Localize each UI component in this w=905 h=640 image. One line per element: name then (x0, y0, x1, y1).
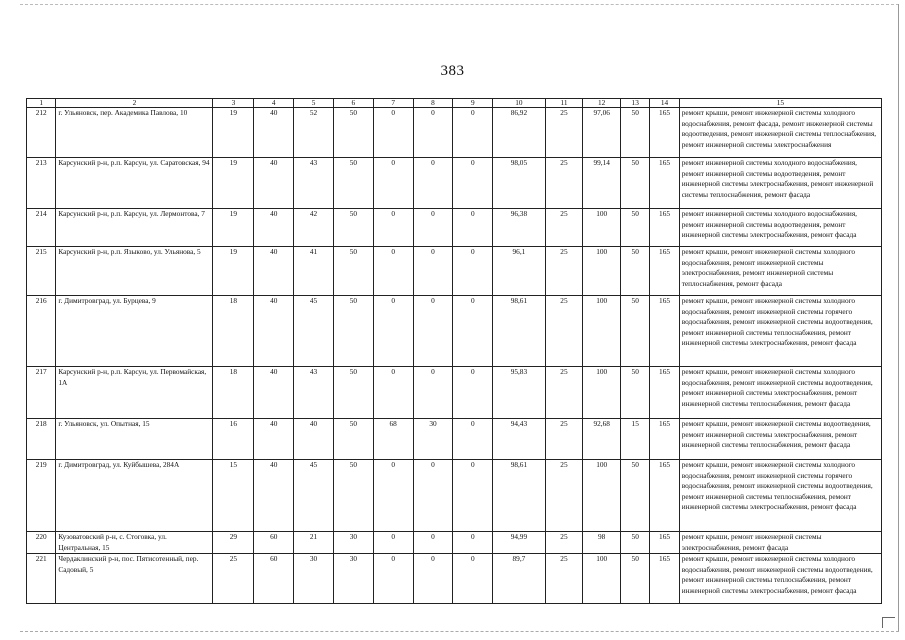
column-header-10: 10 (493, 99, 545, 108)
value-cell-4: 40 (254, 296, 294, 367)
table-body (27, 108, 882, 604)
value-cell-5: 52 (294, 108, 334, 158)
address-cell: г. Димитровград, ул. Куйбышева, 284А (56, 460, 213, 532)
value-cell-4: 40 (254, 158, 294, 209)
address-cell: г. Ульяновск, пер. Академика Павлова, 10 (56, 108, 213, 158)
value-cell-8: 0 (413, 460, 453, 532)
value-cell-13: 50 (621, 460, 650, 532)
address-cell: Карсунский р-н, р.п. Карсун, ул. Лермонтова, 7 (56, 209, 213, 247)
value-cell-13: 50 (621, 247, 650, 296)
works-cell: ремонт крыши, ремонт инженерной системы холодного водоснабжения, ремонт инженерной системы горячего водоснабжения, ремонт инженерной системы водоотведения, ремонт инженерной системы теплоснабжения, ремонт инженерной системы электроснабжения, ремонт фасада (679, 460, 881, 532)
column-header-3: 3 (213, 99, 254, 108)
row-number: 212 (27, 108, 56, 158)
address-cell: Кузоватовский р-н, с. Стоговка, ул. Центральная, 15 (56, 532, 213, 554)
value-cell-5: 41 (294, 247, 334, 296)
value-cell-4: 40 (254, 367, 294, 419)
value-cell-13: 50 (621, 367, 650, 419)
page-bottom-edge (20, 631, 899, 632)
value-cell-4: 40 (254, 419, 294, 460)
works-cell: ремонт крыши, ремонт инженерной системы холодного водоснабжения, ремонт инженерной системы водоотведения, ремонт инженерной системы теплоснабжения, ремонт инженерной системы электроснабжения, ремонт фасада (679, 554, 881, 604)
value-cell-3: 18 (213, 296, 254, 367)
value-cell-14: 165 (650, 158, 679, 209)
column-header-14: 14 (650, 99, 679, 108)
value-cell-12: 100 (583, 296, 621, 367)
works-cell: ремонт инженерной системы холодного водоснабжения, ремонт инженерной системы водоотведения, ремонт инженерной системы электроснабжения, ремонт фасада (679, 209, 881, 247)
value-cell-13: 50 (621, 209, 650, 247)
value-cell-6: 50 (333, 367, 373, 419)
value-cell-3: 19 (213, 158, 254, 209)
value-cell-12: 99,14 (583, 158, 621, 209)
value-cell-5: 42 (294, 209, 334, 247)
value-cell-9: 0 (453, 554, 493, 604)
value-cell-7: 0 (373, 367, 413, 419)
value-cell-3: 16 (213, 419, 254, 460)
value-cell-11: 25 (545, 419, 583, 460)
column-header-11: 11 (545, 99, 583, 108)
value-cell-7: 68 (373, 419, 413, 460)
column-header-4: 4 (254, 99, 294, 108)
value-cell-8: 0 (413, 554, 453, 604)
column-header-7: 7 (373, 99, 413, 108)
value-cell-11: 25 (545, 367, 583, 419)
value-cell-10: 98,05 (493, 158, 545, 209)
value-cell-14: 165 (650, 296, 679, 367)
value-cell-3: 19 (213, 247, 254, 296)
value-cell-9: 0 (453, 209, 493, 247)
address-cell: Карсунский р-н, р.п. Языково, ул. Ульянова, 5 (56, 247, 213, 296)
address-cell: г. Ульяновск, ул. Опытная, 15 (56, 419, 213, 460)
value-cell-4: 40 (254, 460, 294, 532)
registry-table (26, 98, 882, 604)
value-cell-12: 100 (583, 554, 621, 604)
value-cell-10: 96,38 (493, 209, 545, 247)
column-header-5: 5 (294, 99, 334, 108)
value-cell-8: 0 (413, 296, 453, 367)
column-header-2: 2 (56, 99, 213, 108)
table-row (27, 209, 882, 247)
value-cell-8: 0 (413, 108, 453, 158)
value-cell-12: 92,68 (583, 419, 621, 460)
value-cell-7: 0 (373, 460, 413, 532)
value-cell-3: 18 (213, 367, 254, 419)
value-cell-8: 0 (413, 209, 453, 247)
column-header-12: 12 (583, 99, 621, 108)
row-number: 219 (27, 460, 56, 532)
value-cell-4: 40 (254, 108, 294, 158)
value-cell-10: 94,99 (493, 532, 545, 554)
value-cell-6: 50 (333, 460, 373, 532)
row-number: 218 (27, 419, 56, 460)
value-cell-10: 94,43 (493, 419, 545, 460)
value-cell-11: 25 (545, 158, 583, 209)
value-cell-13: 50 (621, 532, 650, 554)
value-cell-5: 43 (294, 158, 334, 209)
value-cell-6: 50 (333, 247, 373, 296)
table-row (27, 419, 882, 460)
row-number: 216 (27, 296, 56, 367)
value-cell-12: 100 (583, 367, 621, 419)
value-cell-3: 25 (213, 554, 254, 604)
value-cell-13: 50 (621, 158, 650, 209)
table-row (27, 296, 882, 367)
column-header-8: 8 (413, 99, 453, 108)
table-row (27, 158, 882, 209)
value-cell-10: 95,83 (493, 367, 545, 419)
value-cell-13: 50 (621, 554, 650, 604)
value-cell-12: 98 (583, 532, 621, 554)
value-cell-5: 45 (294, 296, 334, 367)
value-cell-14: 165 (650, 247, 679, 296)
row-number: 213 (27, 158, 56, 209)
table-row (27, 108, 882, 158)
value-cell-10: 96,1 (493, 247, 545, 296)
value-cell-8: 30 (413, 419, 453, 460)
table-row (27, 247, 882, 296)
value-cell-10: 89,7 (493, 554, 545, 604)
value-cell-11: 25 (545, 460, 583, 532)
value-cell-7: 0 (373, 296, 413, 367)
value-cell-14: 165 (650, 108, 679, 158)
value-cell-11: 25 (545, 532, 583, 554)
value-cell-5: 40 (294, 419, 334, 460)
value-cell-6: 30 (333, 554, 373, 604)
row-number: 221 (27, 554, 56, 604)
column-header-13: 13 (621, 99, 650, 108)
column-header-6: 6 (333, 99, 373, 108)
column-header-9: 9 (453, 99, 493, 108)
value-cell-3: 15 (213, 460, 254, 532)
row-number: 217 (27, 367, 56, 419)
works-cell: ремонт крыши, ремонт инженерной системы холодного водоснабжения, ремонт инженерной системы электроснабжения, ремонт инженерной системы теплоснабжения, ремонт фасада (679, 247, 881, 296)
value-cell-9: 0 (453, 296, 493, 367)
page-right-edge (898, 4, 899, 632)
value-cell-14: 165 (650, 532, 679, 554)
value-cell-11: 25 (545, 247, 583, 296)
value-cell-12: 100 (583, 460, 621, 532)
table-row (27, 532, 882, 554)
value-cell-7: 0 (373, 247, 413, 296)
value-cell-5: 43 (294, 367, 334, 419)
value-cell-3: 19 (213, 108, 254, 158)
value-cell-4: 60 (254, 532, 294, 554)
value-cell-14: 165 (650, 419, 679, 460)
value-cell-10: 86,92 (493, 108, 545, 158)
value-cell-8: 0 (413, 367, 453, 419)
value-cell-7: 0 (373, 108, 413, 158)
value-cell-9: 0 (453, 460, 493, 532)
value-cell-3: 19 (213, 209, 254, 247)
value-cell-10: 98,61 (493, 460, 545, 532)
value-cell-7: 0 (373, 532, 413, 554)
value-cell-8: 0 (413, 532, 453, 554)
address-cell: Карсунский р-н, р.п. Карсун, ул. Первомайская, 1А (56, 367, 213, 419)
value-cell-4: 40 (254, 247, 294, 296)
value-cell-11: 25 (545, 108, 583, 158)
value-cell-11: 25 (545, 209, 583, 247)
value-cell-6: 50 (333, 108, 373, 158)
value-cell-12: 100 (583, 209, 621, 247)
row-number: 214 (27, 209, 56, 247)
works-cell: ремонт крыши, ремонт инженерной системы холодного водоснабжения, ремонт фасада, ремонт инженерной системы водоотведения, ремонт инженерной системы теплоснабжения, ремонт инженерной системы электроснабжения (679, 108, 881, 158)
value-cell-7: 0 (373, 554, 413, 604)
works-cell: ремонт крыши, ремонт инженерной системы холодного водоснабжения, ремонт инженерной системы водоотведения, ремонт инженерной системы электроснабжения, ремонт инженерной системы теплоснабжения, ремонт фасада (679, 367, 881, 419)
column-header-15: 15 (679, 99, 881, 108)
works-cell: ремонт крыши, ремонт инженерной системы водоотведения, ремонт инженерной системы электроснабжения, ремонт инженерной системы теплоснабжения, ремонт фасада (679, 419, 881, 460)
table-row (27, 367, 882, 419)
value-cell-6: 30 (333, 532, 373, 554)
value-cell-6: 50 (333, 296, 373, 367)
value-cell-13: 50 (621, 108, 650, 158)
value-cell-14: 165 (650, 554, 679, 604)
value-cell-6: 50 (333, 158, 373, 209)
value-cell-8: 0 (413, 247, 453, 296)
value-cell-12: 100 (583, 247, 621, 296)
value-cell-3: 29 (213, 532, 254, 554)
value-cell-10: 98,61 (493, 296, 545, 367)
value-cell-14: 165 (650, 209, 679, 247)
table-row (27, 554, 882, 604)
value-cell-9: 0 (453, 247, 493, 296)
address-cell: г. Димитровград, ул. Бурцева, 9 (56, 296, 213, 367)
corner-mark (882, 617, 895, 628)
column-header-1: 1 (27, 99, 56, 108)
value-cell-9: 0 (453, 367, 493, 419)
value-cell-9: 0 (453, 532, 493, 554)
works-cell: ремонт крыши, ремонт инженерной системы электроснабжения, ремонт фасада (679, 532, 881, 554)
value-cell-11: 25 (545, 554, 583, 604)
address-cell: Чердаклинский р-н, пос. Пятисотенный, пер. Садовый, 5 (56, 554, 213, 604)
value-cell-9: 0 (453, 108, 493, 158)
value-cell-13: 50 (621, 296, 650, 367)
value-cell-7: 0 (373, 209, 413, 247)
value-cell-6: 50 (333, 209, 373, 247)
value-cell-14: 165 (650, 367, 679, 419)
row-number: 215 (27, 247, 56, 296)
value-cell-9: 0 (453, 419, 493, 460)
works-cell: ремонт инженерной системы холодного водоснабжения, ремонт инженерной системы водоотведения, ремонт инженерной системы электроснабжения, ремонт инженерной системы теплоснабжения, ремонт фасада (679, 158, 881, 209)
value-cell-5: 21 (294, 532, 334, 554)
value-cell-12: 97,06 (583, 108, 621, 158)
page-number: 383 (440, 63, 465, 79)
value-cell-4: 40 (254, 209, 294, 247)
value-cell-6: 50 (333, 419, 373, 460)
value-cell-4: 60 (254, 554, 294, 604)
header-row (27, 99, 882, 108)
value-cell-13: 15 (621, 419, 650, 460)
address-cell: Карсунский р-н, р.п. Карсун, ул. Саратовская, 94 (56, 158, 213, 209)
value-cell-7: 0 (373, 158, 413, 209)
value-cell-8: 0 (413, 158, 453, 209)
value-cell-5: 30 (294, 554, 334, 604)
value-cell-14: 165 (650, 460, 679, 532)
value-cell-5: 45 (294, 460, 334, 532)
works-cell: ремонт крыши, ремонт инженерной системы холодного водоснабжения, ремонт инженерной системы горячего водоснабжения, ремонт инженерной системы водоотведения, ремонт инженерной системы теплоснабжения, ремонт инженерной системы электроснабжения, ремонт фасада (679, 296, 881, 367)
page-top-edge (20, 4, 899, 5)
table-row (27, 460, 882, 532)
value-cell-9: 0 (453, 158, 493, 209)
value-cell-11: 25 (545, 296, 583, 367)
row-number: 220 (27, 532, 56, 554)
